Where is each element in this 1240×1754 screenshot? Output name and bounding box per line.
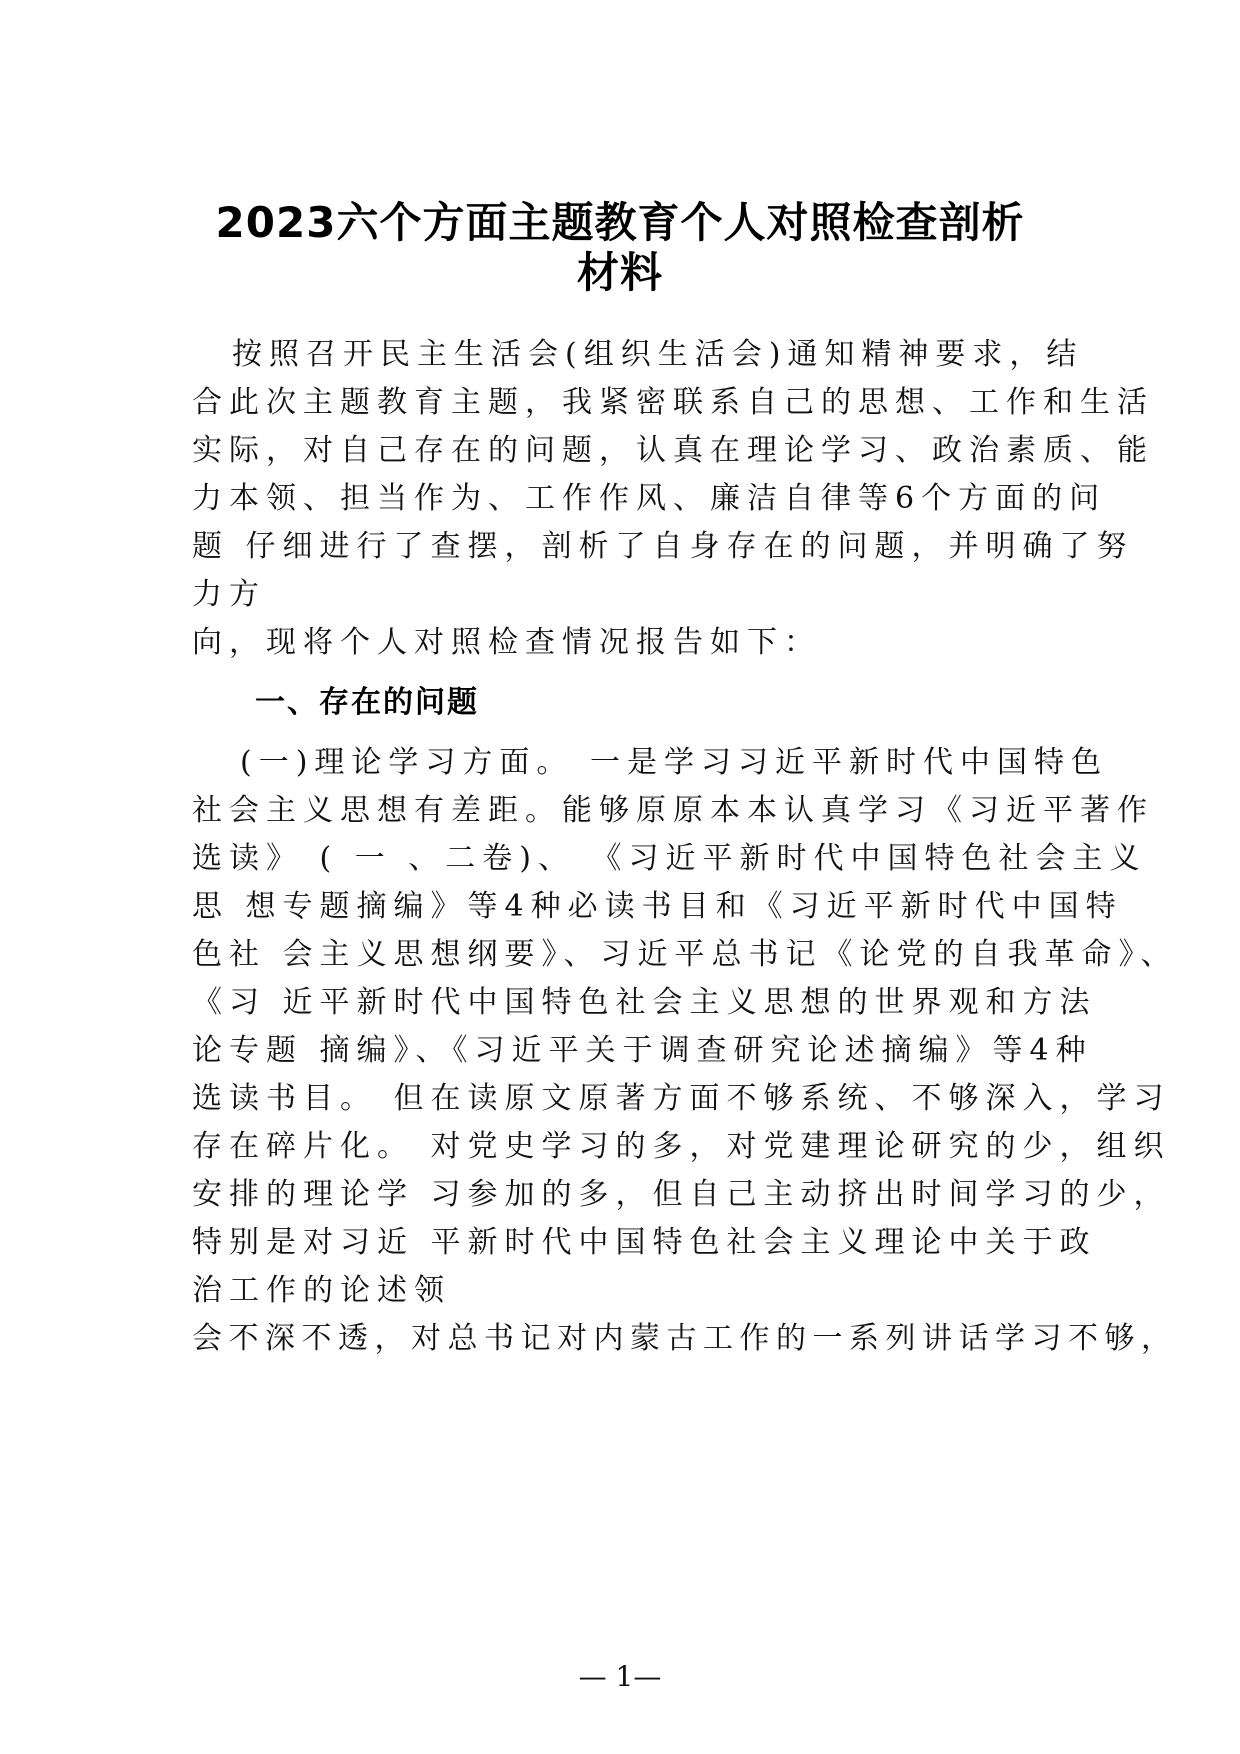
paragraph-2-line-9: 存在碎片化。 对党史学习的多，对党建理论研究的少，组织 [192, 1129, 1171, 1164]
paragraph-2-line-1: (一)理论学习方面。 一是学习习近平新时代中国特色 [240, 745, 1108, 780]
paragraph-2-line-12: 治工作的论述领 [192, 1273, 451, 1308]
paragraph-1-line-6: 力方 [192, 577, 266, 612]
paragraph-1-line-5: 题 仔细进行了查摆，剖析了自身存在的问题，并明确了努 [192, 529, 1134, 564]
paragraph-2-line-2: 社会主义思想有差距。能够原原本本认真学习《习近平著作 [192, 793, 1154, 828]
document-title-line-1: 2023六个方面主题教育个人对照检查剖析 [215, 198, 1025, 247]
paragraph-2-line-8: 选读书目。 但在读原文原著方面不够系统、不够深入，学习 [192, 1081, 1171, 1116]
paragraph-2-line-4: 思 想专题摘编》等4种必读书目和《习近平新时代中国特 [192, 889, 1123, 924]
paragraph-2-line-13: 会不深不透，对总书记对内蒙古工作的一系列讲话学习不够， [192, 1321, 1178, 1356]
paragraph-1-line-2: 合此次主题教育主题，我紧密联系自己的思想、工作和生活 [192, 385, 1154, 420]
paragraph-2-line-6: 《习 近平新时代中国特色社会主义思想的世界观和方法 [192, 985, 1097, 1020]
section-heading-problems: 一、存在的问题 [255, 685, 479, 720]
document-title-line-2: 材料 [576, 248, 663, 297]
paragraph-1-line-3: 实际，对自己存在的问题，认真在理论学习、政治素质、能 [192, 433, 1154, 468]
paragraph-1-line-7: 向，现将个人对照检查情况报告如下： [192, 625, 821, 660]
paragraph-1-line-1: 按照召开民主生活会(组织生活会)通知精神要求，结 [232, 337, 1084, 372]
paragraph-1-line-4: 力本领、担当作为、工作作风、廉洁自律等6个方面的问 [192, 481, 1107, 516]
paragraph-2-line-5: 色社 会主义思想纲要》、习近平总书记《论党的自我革命》、 [192, 937, 1178, 972]
paragraph-2-line-11: 特别是对习近 平新时代中国特色社会主义理论中关于政 [192, 1225, 1097, 1260]
paragraph-2-line-10: 安排的理论学 习参加的多，但自己主动挤出时间学习的少， [192, 1177, 1171, 1212]
paragraph-2-line-3: 选读》 ( 一 、二卷)、 《习近平新时代中国特色社会主义 [192, 841, 1147, 876]
paragraph-2-line-7: 论专题 摘编》、《习近平关于调查研究论述摘编》等4种 [192, 1033, 1093, 1068]
page-number: — 1— [578, 1660, 662, 1693]
